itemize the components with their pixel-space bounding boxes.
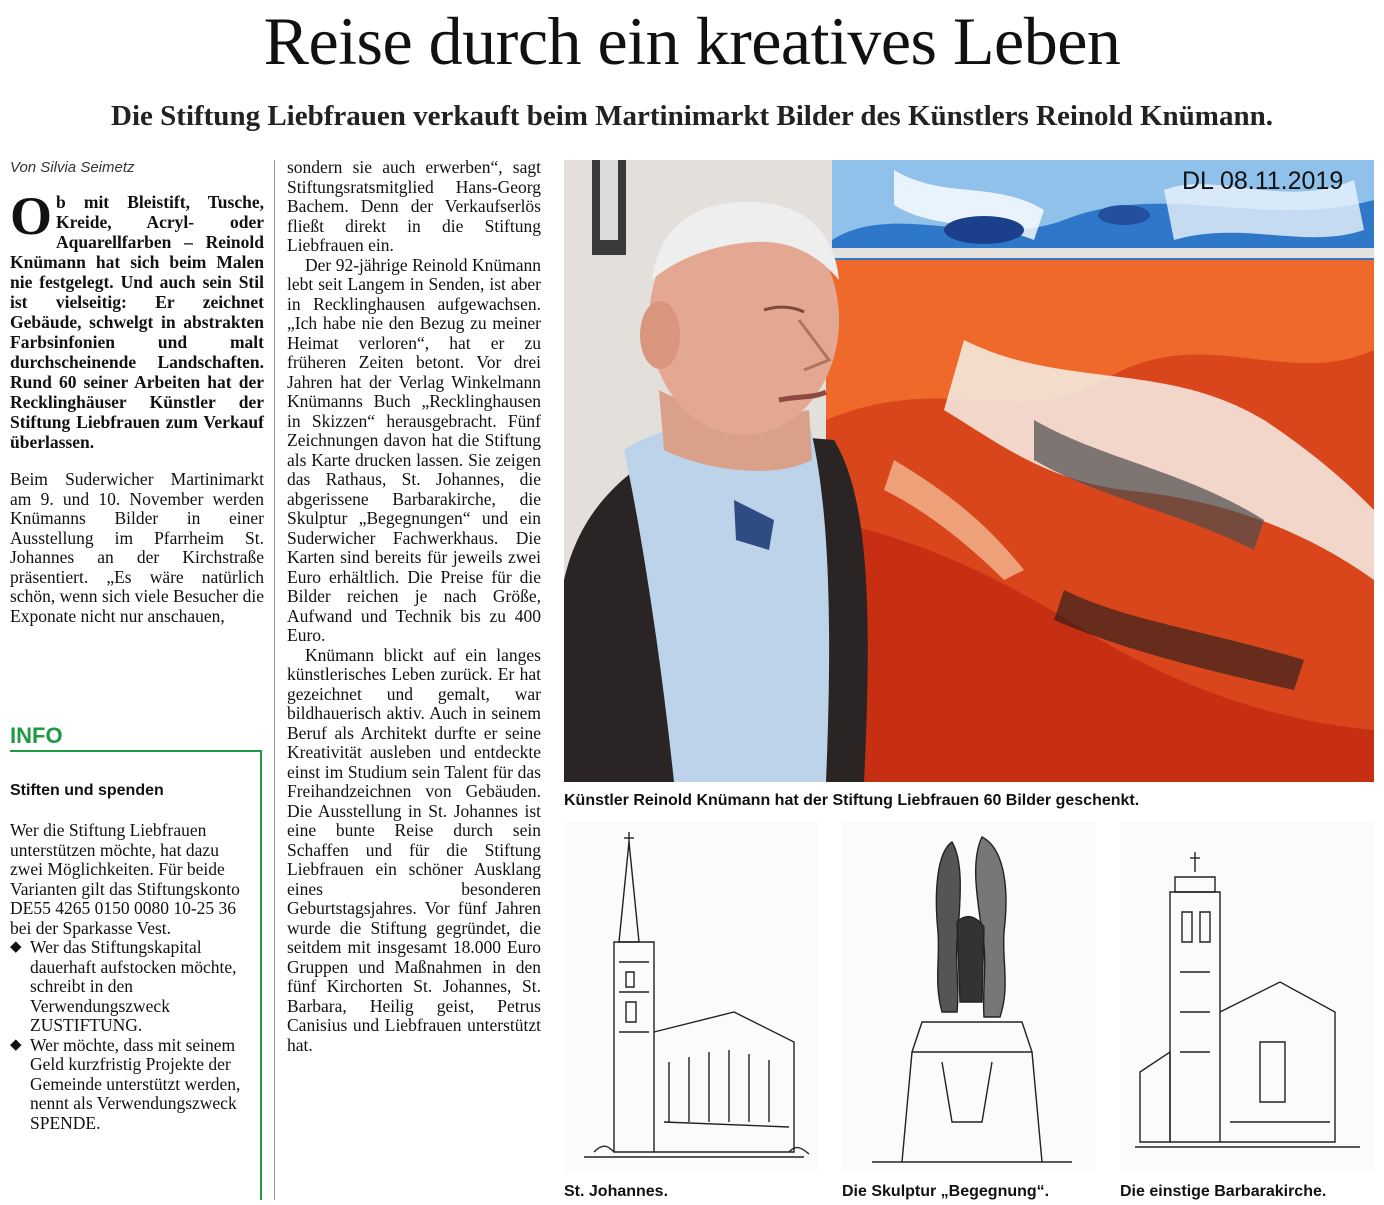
byline: Von Silvia Seimetz	[10, 159, 135, 176]
info-rule-vertical	[260, 750, 262, 1200]
article-column-1	[10, 158, 264, 626]
lead-paragraph	[10, 186, 264, 452]
info-text: Wer die Stiftung Liebfrauen unterstützen möchte, hat dazu zwei Möglichkeiten. Für beide Varianten gilt das Stiftungskonto DE55 4265 0150 0080 10-25 36 bei der Sparkasse Vest.	[10, 820, 240, 938]
subheadline: Die Stiftung Liebfrauen verkauft beim Martinimarkt Bilder des Künstlers Reinold Knümann.	[111, 100, 1273, 132]
sketch-caption-2: Die Skulptur „Begegnung“.	[842, 1183, 1050, 1200]
info-bullet-text: Wer möchte, dass mit seinem Geld kurzfristig Projekte der Gemeinde unterstützt werden, nennt als Verwendungszweck SPENDE.	[30, 1034, 241, 1133]
info-bullet-text: Wer das Stiftungskapital dauerhaft aufstocken möchte, schreibt in den Verwendungszweck ZUSTIFTUNG.	[30, 937, 237, 1035]
diamond-bullet-icon: ◆	[10, 939, 22, 955]
sketch-caption-3: Die einstige Barbarakirche.	[1120, 1183, 1327, 1200]
photo-caption: Künstler Reinold Knümann hat der Stiftung Liebfrauen 60 Bilder geschenkt.	[564, 792, 1140, 809]
info-subtitle: Stiften und spenden	[10, 782, 164, 799]
drop-cap: O	[10, 186, 53, 246]
info-rule	[10, 750, 262, 752]
sketch-barbarakirche	[1120, 822, 1374, 1172]
info-body	[10, 821, 248, 1133]
info-bullet-2	[10, 1036, 248, 1134]
body-paragraph-2: sondern sie auch erwerben“, sagt Stiftungsratsmitglied Hans-Georg Bachem. Denn der Verkaufserlös fließt direkt in die Stiftung Liebfrauen ein.	[287, 157, 541, 255]
main-photo	[564, 160, 1374, 782]
info-title: INFO	[10, 723, 63, 748]
sketch-skulptur	[842, 822, 1096, 1172]
sketch-caption-1: St. Johannes.	[564, 1183, 669, 1200]
date-stamp: DL 08.11.2019	[1182, 167, 1344, 195]
info-box	[10, 723, 262, 1203]
lead-text: b mit Bleistift, Tusche, Kreide, Acryl- oder Aquarellfarben – Reinold Knümann hat sich beim Malen nie festgelegt. Und auch sein Stil ist vielseitig: Er zeichnet Gebäude, schwelgt in abstrakten Farbsinfonien und malt durchscheinende Landschaften. Rund 60 seiner Arbeiten hat der Recklinghäuser Künstler der Stiftung Liebfrauen zum Verkauf überlassen.	[10, 192, 264, 452]
column-divider	[274, 160, 275, 1200]
info-bullet-1	[10, 938, 248, 1036]
headline: Reise durch ein kreatives Leben	[263, 3, 1121, 79]
body-paragraph-1: Beim Suderwicher Martinimarkt am 9. und 10. November werden Knümanns Bilder in einer Ausstellung im Pfarrheim St. Johannes an der Kirchstraße präsentiert. „Es wäre natürlich schön, wenn sich viele Besucher die Exponate nicht nur anschauen,	[10, 469, 264, 626]
article-column-2	[287, 158, 541, 1055]
diamond-bullet-icon: ◆	[10, 1036, 22, 1053]
body-paragraph-4: Knümann blickt auf ein langes künstlerisches Leben zurück. Er hat gezeichnet und gemalt, war bildhauerisch aktiv. Auch in seinem Beruf als Architekt durfte er seine Kreativität ausleben und entdeckte einst im Studium sein Talent für das Freihandzeichnen von Gebäuden. Die Ausstellung in St. Johannes ist eine bunte Reise durch sein Schaffen und für die Stiftung Liebfrauen ein schöner Ausklang eines besonderen Geburtstagsjahres. Vor fünf Jahren wurde die Stiftung gegründet, die seitdem mit insgesamt 18.000 Euro Gruppen und Maßnahmen in den fünf Kirchorten St. Johannes, St. Barbara, Heilig geist, Petrus Canisius und Liebfrauen unterstützt hat.	[287, 644, 541, 1055]
sketch-st-johannes	[564, 822, 818, 1172]
body-paragraph-3: Der 92-jährige Reinold Knümann lebt seit Langem in Senden, ist aber in Recklinghausen aufgewachsen. „Ich habe nie den Bezug zu meiner Heimat verloren“, hat er zu früheren Zeiten betont. Vor drei Jahren hat der Verlag Winkelmann Knümanns Buch „Recklinghausen in Skizzen“ herausgebracht. Fünf Zeichnungen davon hat die Stiftung als Karte drucken lassen. Sie zeigen das Rathaus, St. Johannes, die abgerissene Barbarakirche, die Skulptur „Begegnungen“ und ein Suderwicher Fachwerkhaus. Die Karten sind bereits für jeweils zwei Euro erhältlich. Die Preise für die Bilder reichen je nach Größe, Aufwand und Technik bis zu 400 Euro.	[287, 254, 541, 645]
